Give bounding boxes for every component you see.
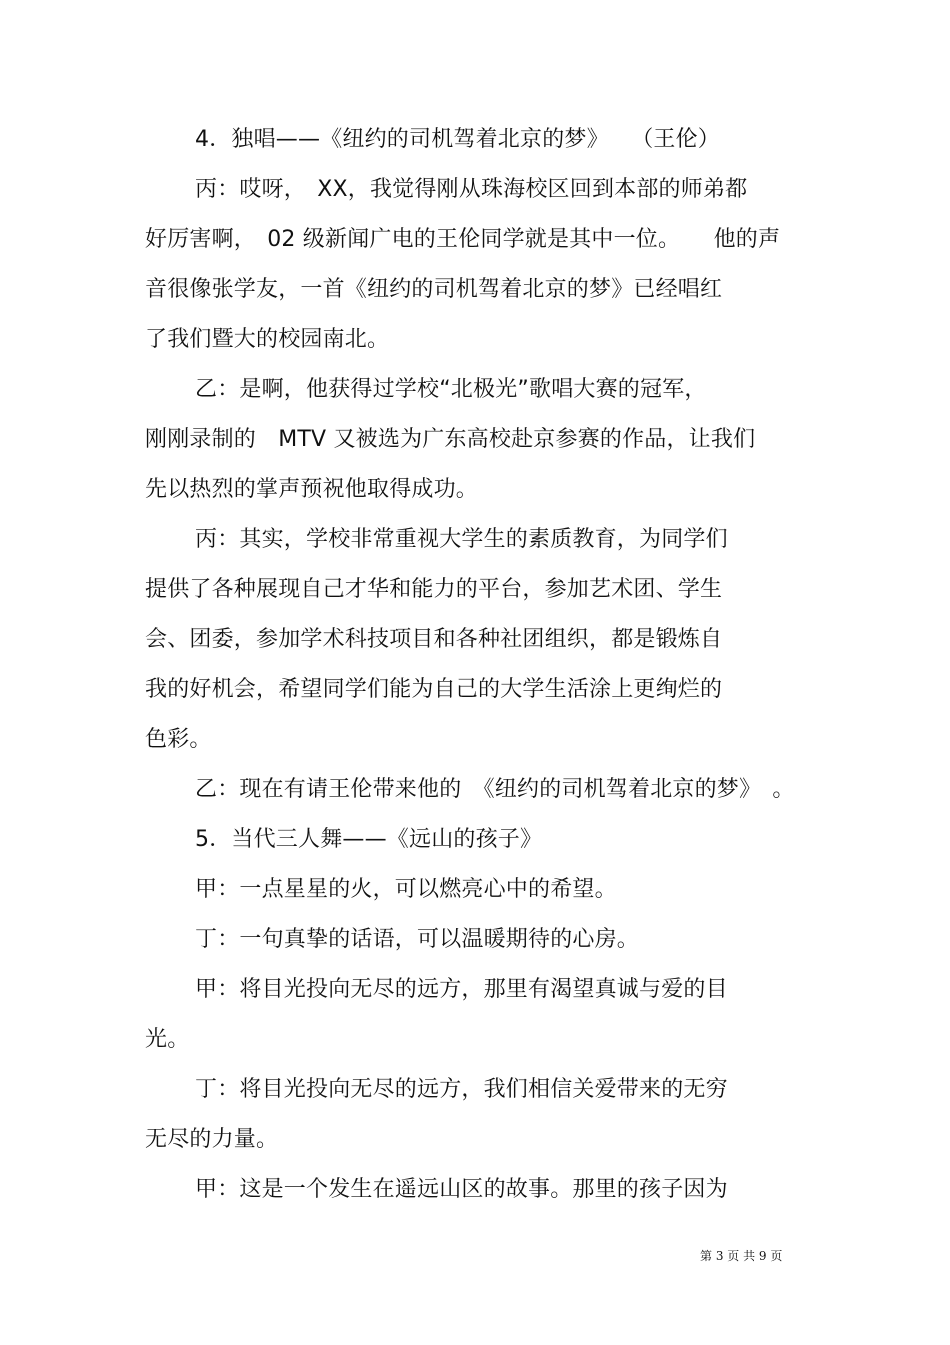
text-line: 会、团委，参加学术科技项目和各种社团组织，都是锻炼自: [145, 627, 723, 652]
text-line: 无尽的力量。: [145, 1127, 279, 1152]
text-line: 先以热烈的掌声预祝他取得成功。: [145, 477, 479, 502]
text-line: 我的好机会，希望同学们能为自己的大学生活涂上更绚烂的: [145, 677, 723, 702]
page-number: 第 3 页 共 9 页: [700, 1249, 783, 1263]
text-line: 4．独唱——《纽约的司机驾着北京的梦》 （王伦）: [195, 127, 720, 152]
text-line: 甲：一点星星的火，可以燃亮心中的希望。: [195, 877, 617, 902]
text-line: 丁：一句真挚的话语，可以温暖期待的心房。: [195, 927, 640, 952]
text-line: 刚刚录制的 MTV 又被选为广东高校赴京参赛的作品，让我们: [145, 427, 756, 452]
text-line: 甲：将目光投向无尽的远方，那里有渴望真诚与爱的目: [195, 977, 728, 1002]
text-line: 光。: [145, 1027, 190, 1052]
text-line: 乙：是啊，他获得过学校“北极光”歌唱大赛的冠军，: [195, 377, 707, 402]
text-line: 乙：现在有请王伦带来他的 《纽约的司机驾着北京的梦》 。: [195, 777, 795, 802]
text-line: 丙：哎呀， XX，我觉得刚从珠海校区回到本部的师弟都: [195, 177, 748, 202]
text-line: 色彩。: [145, 727, 212, 752]
text-line: 提供了各种展现自己才华和能力的平台，参加艺术团、学生: [145, 577, 723, 602]
text-line: 了我们暨大的校园南北。: [145, 327, 390, 352]
text-line: 甲：这是一个发生在遥远山区的故事。那里的孩子因为: [195, 1177, 728, 1202]
text-line: 丙：其实，学校非常重视大学生的素质教育，为同学们: [195, 527, 728, 552]
text-line: 好厉害啊， 02 级新闻广电的王伦同学就是其中一位。 他的声: [145, 227, 781, 252]
text-line: 音很像张学友，一首《纽约的司机驾着北京的梦》已经唱红: [145, 277, 723, 302]
text-line: 丁：将目光投向无尽的远方，我们相信关爱带来的无穷: [195, 1077, 728, 1102]
text-line: 5．当代三人舞——《远山的孩子》: [195, 827, 543, 852]
